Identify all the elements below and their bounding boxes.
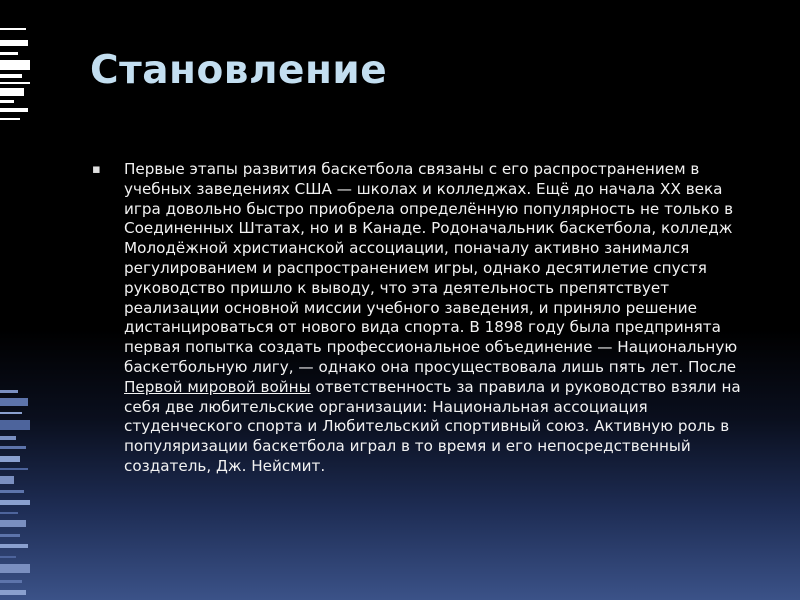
slide-title: Становление	[90, 48, 388, 93]
ww1-link[interactable]: Первой мировой войны	[124, 377, 311, 396]
bullet-icon: ▪	[92, 162, 101, 177]
paragraph-text-start: Первые этапы развития баскетбола связаны с его распространением в учебных заведениях США — школах и колледжах. Ещё до начала XX века игра довольно быстро приобрела определённую популярность не только в Соединенных Штатах, но и в Канаде. Родоначальник баскетбола, колледж Молодёжной христианской ассоциации, поначалу активно занимался регулированием и распространением игры, однако десятилетие спустя руководство пришло к выводу, что эта деятельность препятствует реализации основной миссии учебного заведения, и приняло решение дистанцироваться от нового вида спорта. В 1898 году была предпринята первая попытка создать профессиональное объединение — Национальную баскетбольную лигу, — однако она просуществовала лишь пять лет. После	[124, 160, 738, 376]
slide-body	[92, 160, 752, 477]
decorative-side-stripes	[0, 0, 32, 600]
paragraph-text-end: ответственность за правила и руководство взяли на себя две любительские организации: Национальная ассоциация студенческого спорта и Любительский спортивный союз. Активную роль в популяризации баскетбола играл в то время и его непосредственный создатель, Дж. Нейсмит.	[124, 377, 741, 475]
body-paragraph	[124, 160, 752, 477]
bullet-item	[92, 160, 752, 477]
